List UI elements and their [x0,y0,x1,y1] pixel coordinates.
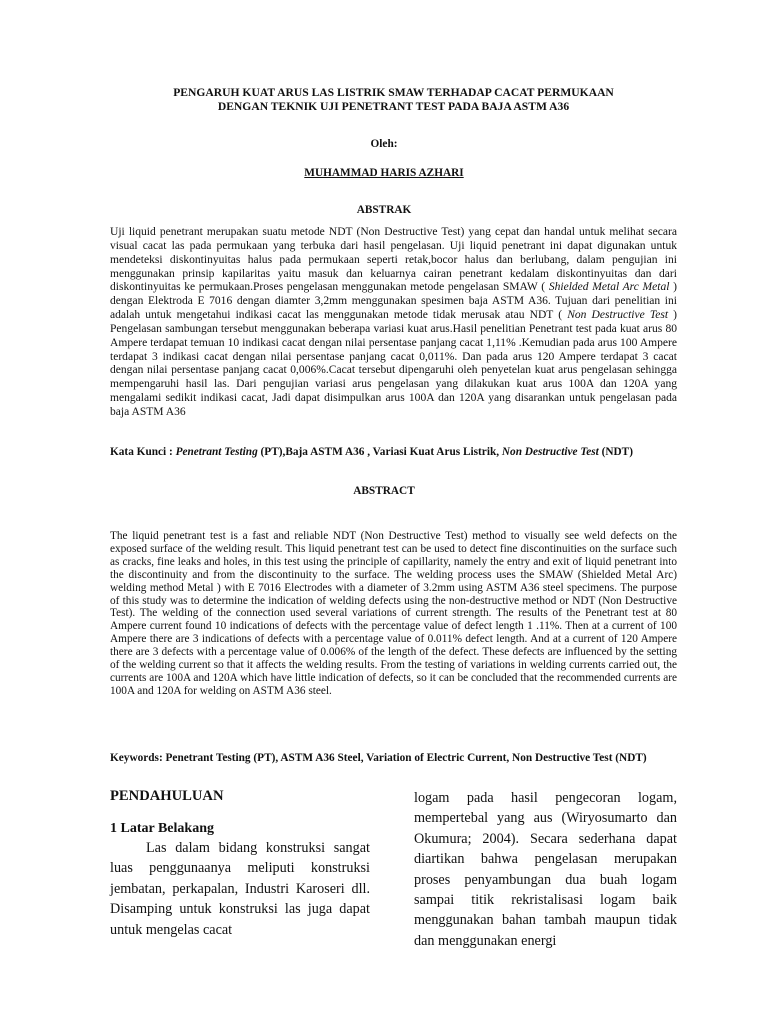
kata-kunci-label: Kata Kunci : [110,446,176,458]
kata-kunci-end: (NDT) [598,446,633,458]
author-name-text: MUHAMMAD HARIS AZHARI [304,167,464,179]
body-left-text: Las dalam bidang konstruksi sangat luas penggunaanya meliputi konstruksi jembatan, perkapalan, Industri Karoseri dll. Disamping untuk konstruksi las juga dapat untuk mengelas cacat [110,840,370,938]
paper-title [110,86,677,114]
abstrak-body [110,226,677,420]
kata-kunci-italic-1: Penetrant Testing [175,446,258,458]
abstrak-text-2: ) dengan Elektroda E 7016 dengan diamter 3,2mm menggunakan spesimen baja ASTM A36. Tujuan dari penelitian ini adalah untuk mengetahui indikasi cacat las menggunakan metode tidak merusak atau NDT ( [110,281,677,322]
title-line-2: DENGAN TEKNIK UJI PENETRANT TEST PADA BAJA ASTM A36 [217,100,570,113]
left-column [110,787,370,940]
author-name [0,167,768,179]
right-column [414,788,677,951]
keywords: Keywords: Penetrant Testing (PT), ASTM A36 Steel, Variation of Electric Current, Non Destructive Test (NDT) [110,752,647,764]
kata-kunci-mid: (PT),Baja ASTM A36 , Variasi Kuat Arus Listrik, [257,446,502,458]
kata-kunci-italic-2: Non Destructive Test [501,446,599,458]
body-paragraph-right: logam pada hasil pengecoran logam, mempertebal yang aus (Wiryosumarto dan Okumura; 2004). Secara sederhana dapat diartikan bahwa pengelasan merupakan proses penyambungan dua buah logam sampai titik rekristalisasi logam baik menggunakan bahan tambah maupun tidak dan menggunakan energi [414,790,677,949]
title-line-1: PENGARUH KUAT ARUS LAS LISTRIK SMAW TERHADAP CACAT PERMUKAAN [173,86,614,99]
section-heading: PENDAHULUAN [110,788,224,804]
subsection-heading: 1 Latar Belakang [110,821,214,836]
abstrak-italic-1: Shielded Metal Arc Metal [548,281,670,294]
kata-kunci [110,446,677,460]
abstract-body: The liquid penetrant test is a fast and reliable NDT (Non Destructive Test) method to visually see weld defects on the exposed surface of the welding result. This liquid penetrant test can be used to detect fine discontinuities on the surface such as cracks, fine leaks and holes, in this test using the principle of capillarity, namely the entry and exit of liquid penetrant into the discontinuity and from the discontinuity to the surface. The welding process uses the SMAW (Shielded Metal Arc) welding method Metal ) with E 7016 Electrodes with a diameter of 3.2mm using ASTM A36 steel specimens. The purpose of this study was to determine the indication of welding defects using the non-destructive method or NDT (Non Destructive Test). The welding of the connection used several variations of current strength. The results of the Penetrant test at 80 Ampere current found 10 indications of defects with the percentage value of defect length 1 .11%. Then at a current of 100 Ampere there are 3 indications of defects with a percentage value of 0.011% defect length. And at a current of 120 Ampere there are 3 defects with a percentage value of 0.006% of the length of the defect. These defects are influenced by the setting of the welding current so that it affects the welding results. From the testing of variations in welding currents carried out, the currents are 100A and 120A which have little indication of defects, so it can be concluded that the recommended currents are 100A and 120A for welding on ASTM A36 steel. [110,530,677,697]
abstrak-heading: ABSTRAK [356,204,412,216]
abstrak-text-3: ) Pengelasan sambungan tersebut menggunakan beberapa variasi kuat arus.Hasil penelitian Penetrant test pada kuat arus 80 Ampere terdapat temuan 10 indikasi cacat dengan nilai persentase panjang cacat 1,11% .Kemudian pada arus 100 Ampere terdapat 3 indikasi cacat dengan nilai persentase panjang cacat 0,011%. Dan pada arus 120 Ampere terdapat 3 cacat dengan nilai persentase panjang cacat 0,006%.Cacat tersebut dipengaruhi oleh penyetelan kuat arus pengelasan sehingga mempengaruhi hasil las. Dari pengujian variasi arus pengelasan yang dilakukan kuat arus 100A dan 120A yang mengalami sedikit indikasi cacat, Jadi dapat disimpulkan arus 100A dan 120A yang disarankan untuk pengelasan pada baja ASTM A36 [110,309,678,418]
abstrak-italic-2: Non Destructive Test [567,309,669,322]
abstract-heading: ABSTRACT [353,485,415,497]
abstrak-text-1: Uji liquid penetrant merupakan suatu metode NDT (Non Destructive Test) yang cepat dan handal untuk melihat secara visual cacat las pada permukaan yang terbuka dari hasil pengelasan. Uji liquid penetrant ini dapat digunakan untuk mendeteksi diskontinyuitas halus pada permukaan seperti retak,bocor halus dan berlubang, dalam pengujian ini menggunakan prinsip kapilaritas yaitu masuk dan keluarnya cairan penetrant kedalam diskontinyuitas dan dari diskontinyuitas ke permukaan.Proses pengelasan menggunakan metode pengelasan SMAW ( [110,226,677,294]
by-label: Oleh: [370,138,398,150]
body-paragraph-left [110,838,370,940]
